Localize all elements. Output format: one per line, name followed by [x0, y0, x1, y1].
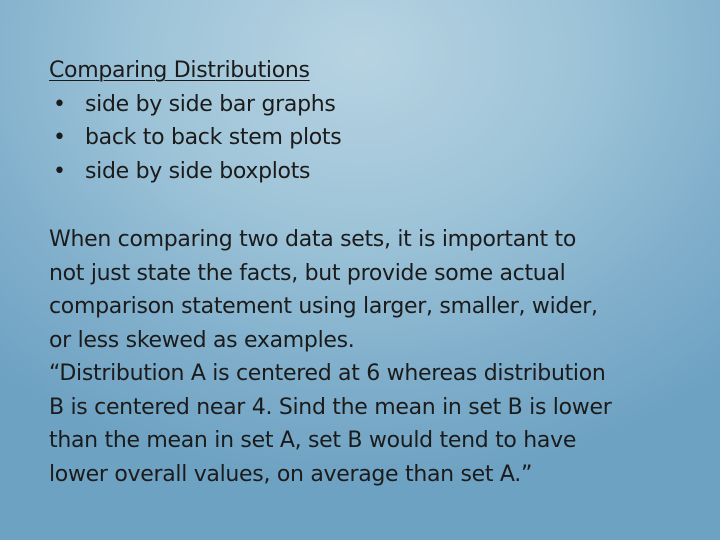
bullet-mark: •: [53, 125, 66, 150]
bullet-item: [49, 121, 689, 155]
slide-heading: Comparing Distributions: [49, 58, 310, 83]
paragraph-line: comparison statement using larger, smaller, wider,: [49, 294, 598, 319]
bullet-mark: •: [53, 158, 66, 184]
bullet-item: [49, 88, 689, 122]
paragraph-line: or less skewed as examples.: [49, 327, 355, 353]
paragraph-line: When comparing two data sets, it is important to: [49, 227, 577, 252]
bullet-list: [49, 88, 689, 189]
section-spacer: [49, 188, 689, 223]
bullet-mark: •: [53, 91, 66, 117]
quote-line: than the mean in set A, set B would tend to have: [49, 428, 577, 453]
quote-line: “Distribution A is centered at 6 whereas distribution: [49, 361, 606, 386]
body-paragraph: [49, 223, 689, 491]
bullet-text: side by side bar graphs: [85, 91, 336, 117]
bullet-text: side by side boxplots: [85, 158, 311, 184]
slide-content: [49, 54, 689, 491]
paragraph-line: not just state the facts, but provide some actual: [49, 260, 566, 286]
quote-line: B is centered near 4. Sind the mean in set B is lower: [49, 394, 612, 420]
quote-line: lower overall values, on average than set A.”: [49, 461, 533, 487]
bullet-item: [49, 155, 689, 189]
bullet-text: back to back stem plots: [85, 125, 342, 150]
